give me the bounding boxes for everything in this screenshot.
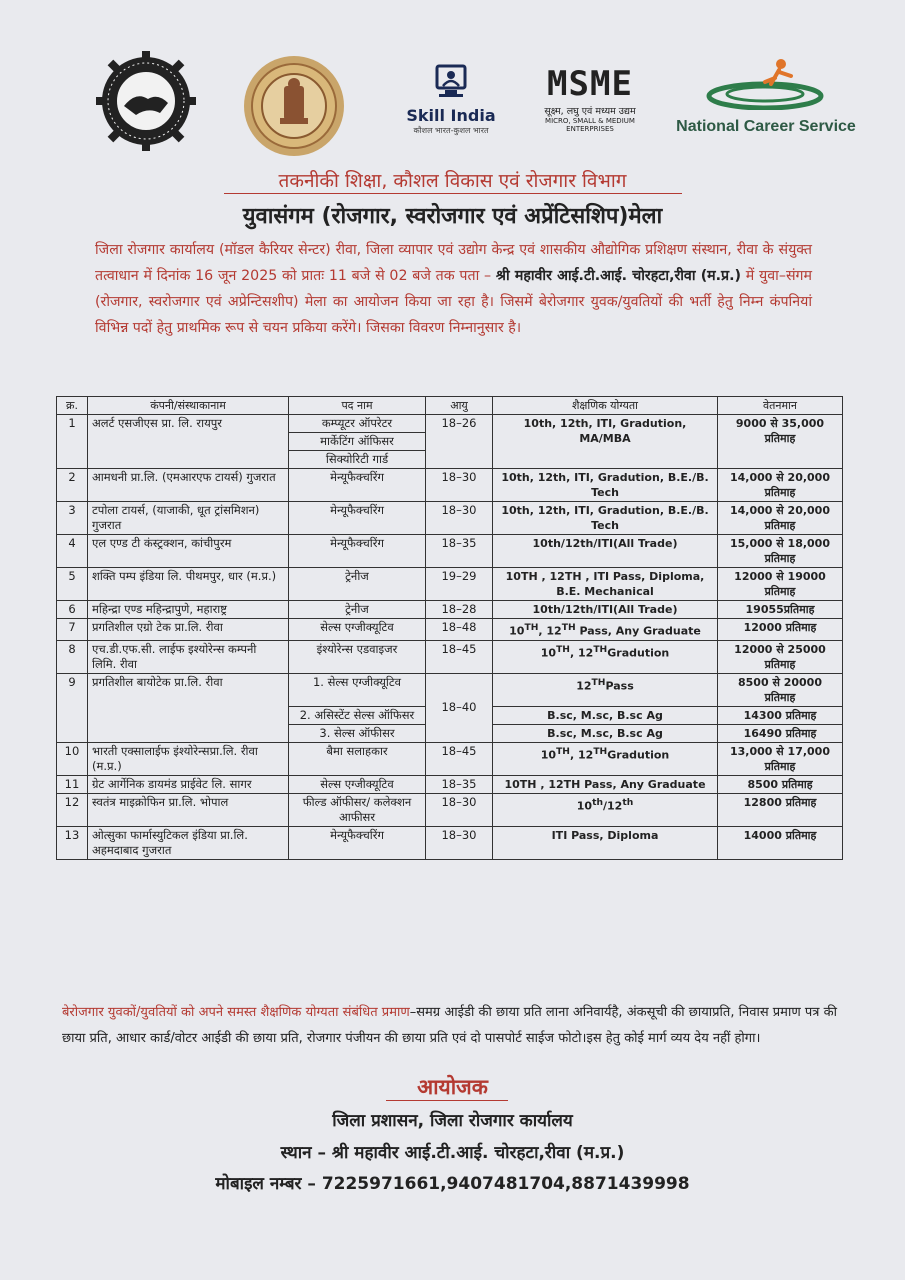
venue-line: स्थान – श्री महावीर आई.टी.आई. चोरहटा,रीवा (म.प्र.) bbox=[280, 1143, 625, 1163]
table-row bbox=[57, 619, 843, 641]
intro-text-2: में युवा–संगम (रोजगार, स्वरोजगार एवं अप्रेन्टिसशीप) मेला का आयोजन किया जा रहा है। जिसमें बेरोजगार युवक/युवतियों की भर्ती हेतु निम्न कंपनियां विभिन्न पदों हेतु प्राथमिक रूप से चयन प्रकिया करेंगे। जिसका विवरण निम्नानुसार है। bbox=[95, 268, 813, 336]
qualification-cell: 10TH , 12TH , ITI Pass, Diploma, B.E. Mechanical bbox=[493, 568, 718, 601]
serial-cell: 11 bbox=[57, 775, 88, 793]
msme-english: MICRO, SMALL & MEDIUM ENTERPRISES bbox=[545, 117, 635, 133]
age-cell: 18–45 bbox=[426, 742, 493, 775]
post-cell: मेन्यूफैक्चरिंग bbox=[289, 469, 426, 502]
table-row bbox=[57, 640, 843, 673]
post-cell: बैमा सलाहकार bbox=[289, 742, 426, 775]
header-age: आयु bbox=[426, 397, 493, 415]
skill-india-tagline: कौशल भारत-कुशल भारत bbox=[413, 126, 489, 135]
company-cell: टपोला टायर्स, (याजाकी, धूत ट्रांसमिशन) गुजरात bbox=[88, 502, 289, 535]
employment-service-emblem bbox=[96, 51, 196, 151]
header-serial: क्र. bbox=[57, 397, 88, 415]
post-cell: इंश्योरेन्स एडवाइजर bbox=[289, 640, 426, 673]
table-row bbox=[57, 502, 843, 535]
table-row bbox=[57, 826, 843, 859]
qualification-cell: 10th/12th/ITI(All Trade) bbox=[493, 601, 718, 619]
vacancy-table bbox=[56, 396, 843, 860]
post-cell: मेन्यूफैक्चरिंग bbox=[289, 502, 426, 535]
salary-cell: 8500 प्रतिमाह bbox=[718, 775, 843, 793]
table-row bbox=[57, 568, 843, 601]
post-cell: सेल्स एग्जीक्यूटिव bbox=[289, 775, 426, 793]
company-cell: अलर्ट एसजीएस प्रा. लि. रायपुर bbox=[88, 415, 289, 469]
company-cell: आमधनी प्रा.लि. (एमआरएफ टायर्स) गुजरात bbox=[88, 469, 289, 502]
post-cell: मेन्यूफैक्चरिंग bbox=[289, 535, 426, 568]
qualification-cell: 12THPass bbox=[493, 673, 718, 706]
qualification-cell: 10TH , 12TH Pass, Any Graduate bbox=[493, 775, 718, 793]
note-highlight: बेरोजगार युवकों/युवतियों को अपने समस्त शैक्षणिक योग्यता संबंधित प्रमाण bbox=[62, 1005, 410, 1020]
serial-cell: 2 bbox=[57, 469, 88, 502]
organizer-name: जिला प्रशासन, जिला रोजगार कार्यालय bbox=[332, 1111, 573, 1131]
qualification-cell: 10th, 12th, ITI, Gradution, B.E./B. Tech bbox=[493, 469, 718, 502]
msme-logo bbox=[522, 64, 658, 154]
table-row bbox=[57, 673, 843, 706]
serial-cell: 7 bbox=[57, 619, 88, 641]
skill-india-logo bbox=[396, 64, 506, 144]
msme-hindi: सूक्ष्म, लघु एवं मध्यम उद्यम bbox=[544, 106, 636, 117]
serial-cell: 13 bbox=[57, 826, 88, 859]
age-cell: 18–48 bbox=[426, 619, 493, 641]
serial-cell: 10 bbox=[57, 742, 88, 775]
salary-cell: 13,000 से 17,000 प्रतिमाह bbox=[718, 742, 843, 775]
skill-india-name: Skill India bbox=[406, 106, 496, 125]
age-cell: 18–30 bbox=[426, 469, 493, 502]
post-cell: सेल्स एग्जीक्यूटिव bbox=[289, 619, 426, 641]
salary-cell: 14300 प्रतिमाह bbox=[718, 706, 843, 724]
company-cell: स्वतंत्र माइक्रोफिन प्रा.लि. भोपाल bbox=[88, 793, 289, 826]
salary-cell: 12000 प्रतिमाह bbox=[718, 619, 843, 641]
table-row bbox=[57, 601, 843, 619]
ncs-name: National Career Service bbox=[676, 118, 856, 135]
age-cell: 18–30 bbox=[426, 826, 493, 859]
company-cell: महिन्द्रा एण्ड महिन्द्रापुणे, महाराष्ट्र bbox=[88, 601, 289, 619]
age-cell: 18–35 bbox=[426, 775, 493, 793]
salary-cell: 14000 प्रतिमाह bbox=[718, 826, 843, 859]
qualification-cell: ITI Pass, Diploma bbox=[493, 826, 718, 859]
serial-cell: 1 bbox=[57, 415, 88, 469]
table-row bbox=[57, 775, 843, 793]
table-header-row bbox=[57, 397, 843, 415]
company-cell: ग्रेट आर्गेनिक डायमंड प्राईवेट लि. सागर bbox=[88, 775, 289, 793]
salary-cell: 8500 से 20000 प्रतिमाह bbox=[718, 673, 843, 706]
post-cell: फील्ड ऑफीसर/ कलेक्शन आफीसर bbox=[289, 793, 426, 826]
age-cell: 18–30 bbox=[426, 793, 493, 826]
company-cell: प्रगतिशील एग्रो टेक प्रा.लि. रीवा bbox=[88, 619, 289, 641]
salary-cell: 12000 से 25000 प्रतिमाह bbox=[718, 640, 843, 673]
age-cell: 18–40 bbox=[426, 673, 493, 742]
note-text: –समग्र आईडी की छाया प्रति लाना अनिवार्यहै, अंकसूची की छायाप्रति, निवास प्रमाण पत्र की छाया प्रति, आधार कार्ड/वोटर आईडी की छाया प्रति, रोजगार पंजीयन की छाया प्रति एवं दो पासपोर्ट साईज फोटो।इस हेतु कोई मार्ग व्यय देय नहीं होगा। bbox=[62, 1005, 837, 1046]
header-salary: वेतनमान bbox=[718, 397, 843, 415]
msme-mark: MSME bbox=[547, 64, 633, 104]
post-cell: सिक्योरिटी गार्ड bbox=[289, 451, 426, 469]
age-cell: 18–30 bbox=[426, 502, 493, 535]
post-cell: 2. असिस्टेंट सेल्स ऑफिसर bbox=[289, 706, 426, 724]
salary-cell: 16490 प्रतिमाह bbox=[718, 724, 843, 742]
post-cell: मार्केटिंग ऑफिसर bbox=[289, 433, 426, 451]
mobile-line: मोबाइल नम्बर – 7225971661,9407481704,8871439998 bbox=[215, 1174, 690, 1194]
table-row bbox=[57, 469, 843, 502]
post-cell: ट्रेनीज bbox=[289, 601, 426, 619]
qualification-cell: 10th/12th/ITI(All Trade) bbox=[493, 535, 718, 568]
table-row bbox=[57, 742, 843, 775]
organizer-heading: आयोजक bbox=[417, 1075, 488, 1099]
company-cell: एल एण्ड टी कंस्ट्रक्शन, कांचीपुरम bbox=[88, 535, 289, 568]
qualification-cell: 10th, 12th, ITI, Gradution, B.E./B. Tech bbox=[493, 502, 718, 535]
logo-row bbox=[0, 46, 905, 166]
qualification-cell: B.sc, M.sc, B.sc Ag bbox=[493, 706, 718, 724]
salary-cell: 19055प्रतिमाह bbox=[718, 601, 843, 619]
serial-cell: 5 bbox=[57, 568, 88, 601]
serial-cell: 3 bbox=[57, 502, 88, 535]
company-cell: शक्ति पम्प इंडिया लि. पीथमपुर, धार (म.प्र.) bbox=[88, 568, 289, 601]
qualification-cell: 10th/12th bbox=[493, 793, 718, 826]
ncs-swoosh-icon bbox=[701, 54, 831, 110]
mp-state-emblem bbox=[240, 54, 348, 158]
organizer-underline bbox=[386, 1100, 508, 1101]
age-cell: 18–26 bbox=[426, 415, 493, 469]
age-cell: 18–35 bbox=[426, 535, 493, 568]
post-cell: 1. सेल्स एग्जीक्यूटिव bbox=[289, 673, 426, 706]
serial-cell: 12 bbox=[57, 793, 88, 826]
ncs-logo bbox=[676, 54, 856, 144]
intro-paragraph bbox=[95, 237, 812, 341]
salary-cell: 14,000 से 20,000 प्रतिमाह bbox=[718, 502, 843, 535]
table-row bbox=[57, 535, 843, 568]
age-cell: 18–28 bbox=[426, 601, 493, 619]
serial-cell: 8 bbox=[57, 640, 88, 673]
salary-cell: 12000 से 19000 प्रतिमाह bbox=[718, 568, 843, 601]
department-heading: तकनीकी शिक्षा, कौशल विकास एवं रोजगार विभाग bbox=[278, 170, 627, 192]
mela-title: युवासंगम (रोजगार, स्वरोजगार एवं अप्रेंटिसशिप)मेला bbox=[242, 204, 663, 229]
serial-cell: 6 bbox=[57, 601, 88, 619]
header-company: कंपनी/संस्थाकानाम bbox=[88, 397, 289, 415]
post-cell: कम्प्यूटर ऑपरेटर bbox=[289, 415, 426, 433]
header-qualification: शैक्षणिक योग्यता bbox=[493, 397, 718, 415]
qualification-cell: 10TH, 12THGradution bbox=[493, 742, 718, 775]
salary-cell: 15,000 से 18,000 प्रतिमाह bbox=[718, 535, 843, 568]
department-underline bbox=[224, 193, 682, 194]
company-cell: प्रगतिशील बायोटेक प्रा.लि. रीवा bbox=[88, 673, 289, 742]
post-cell: 3. सेल्स ऑफीसर bbox=[289, 724, 426, 742]
qualification-cell: 10TH, 12THGradution bbox=[493, 640, 718, 673]
table-row bbox=[57, 415, 843, 433]
qualification-cell: 10TH, 12TH Pass, Any Graduate bbox=[493, 619, 718, 641]
age-cell: 19–29 bbox=[426, 568, 493, 601]
header-post: पद नाम bbox=[289, 397, 426, 415]
post-cell: ट्रेनीज bbox=[289, 568, 426, 601]
company-cell: एच.डी.एफ.सी. लाईफ इश्योरेन्स कम्पनी लिमि. रीवा bbox=[88, 640, 289, 673]
serial-cell: 9 bbox=[57, 673, 88, 742]
salary-cell: 12800 प्रतिमाह bbox=[718, 793, 843, 826]
company-cell: ओत्सुका फार्मास्युटिकल इंडिया प्रा.लि. अहमदाबाद गुजरात bbox=[88, 826, 289, 859]
serial-cell: 4 bbox=[57, 535, 88, 568]
documents-note bbox=[62, 1000, 837, 1052]
intro-text-1: जिला रोजगार कार्यालय (मॉडल कैरियर सेन्टर) रीवा, जिला व्यापार एवं उद्योग केन्द्र एवं शासकीय औद्योगिक प्रशिक्षण संस्थान, रीवा के संयुक्त तत्वाधान में दिनांक 16 जून 2025 को प्रातः 11 बजे से 02 बजे तक पता – bbox=[95, 242, 812, 284]
salary-cell: 14,000 से 20,000 प्रतिमाह bbox=[718, 469, 843, 502]
salary-cell: 9000 से 35,000 प्रतिमाह bbox=[718, 415, 843, 469]
age-cell: 18–45 bbox=[426, 640, 493, 673]
qualification-cell: B.sc, M.sc, B.sc Ag bbox=[493, 724, 718, 742]
qualification-cell: 10th, 12th, ITI, Gradution, MA/MBA bbox=[493, 415, 718, 469]
company-cell: भारती एक्सालाईफ इंश्योरेन्सप्रा.लि. रीवा (म.प्र.) bbox=[88, 742, 289, 775]
intro-venue: श्री महावीर आई.टी.आई. चोरहटा,रीवा (म.प्र.) bbox=[495, 268, 742, 284]
post-cell: मेन्यूफैक्चरिंग bbox=[289, 826, 426, 859]
skill-india-icon bbox=[431, 64, 471, 102]
table-row bbox=[57, 793, 843, 826]
